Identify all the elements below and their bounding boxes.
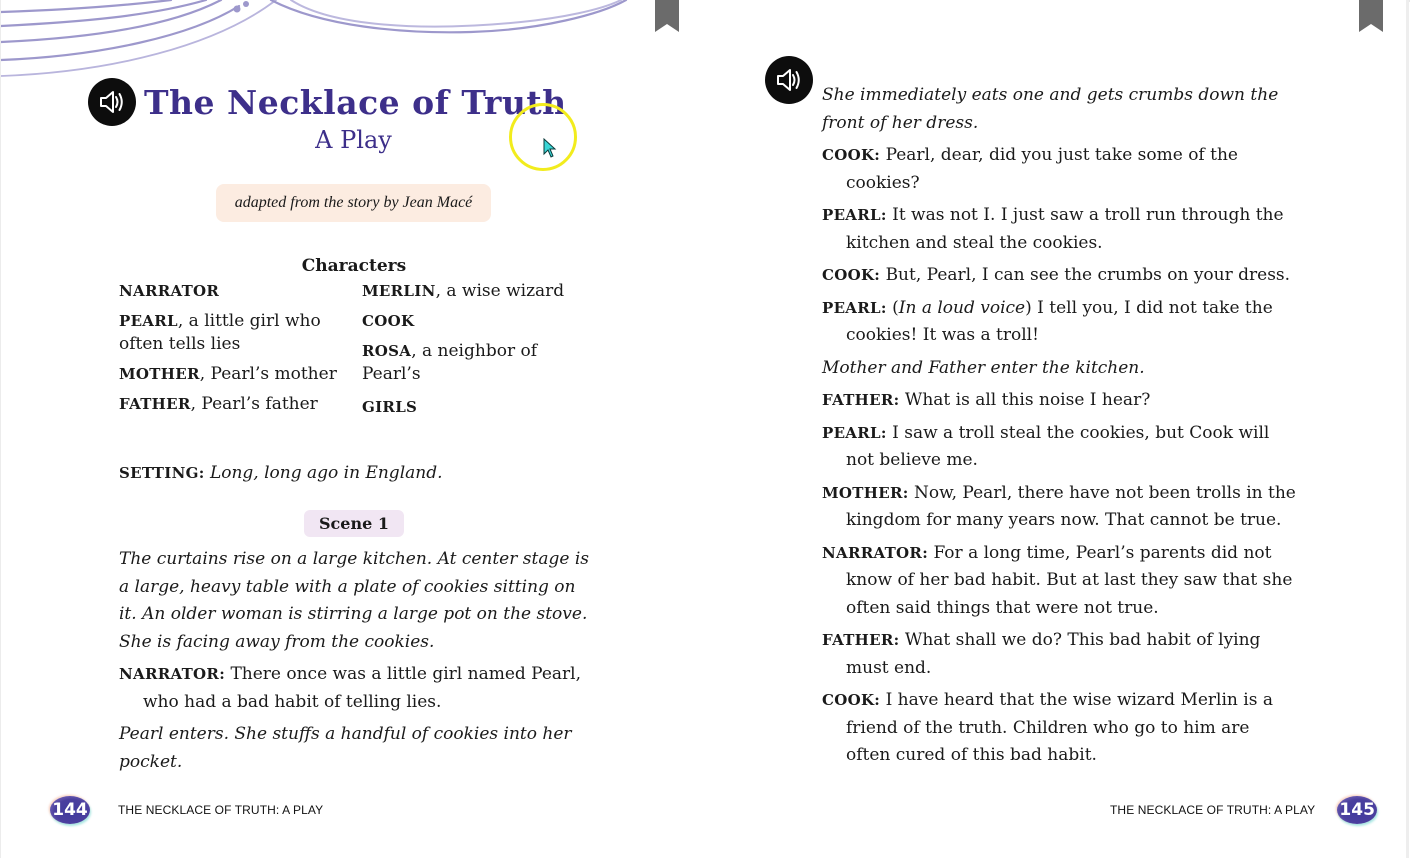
character-entry: MOTHER, Pearl’s mother: [119, 364, 337, 384]
story-title: The Necklace of Truth: [144, 83, 567, 122]
left-page-footer: [50, 795, 323, 825]
character-entry: FATHER, Pearl’s father: [119, 394, 318, 414]
page-number-badge: 144: [50, 796, 90, 824]
characters-heading: Characters: [301, 256, 407, 276]
right-page-footer: [1110, 795, 1377, 825]
scene-label: Scene 1: [304, 510, 404, 537]
speaker-icon: [97, 87, 127, 117]
dialogue-line: PEARL: I saw a troll steal the cookies, but Cook will not believe me.: [822, 422, 1270, 470]
bookmark-ribbon-right[interactable]: [1359, 0, 1383, 32]
dialogue-line: COOK: I have heard that the wise wizard Merlin is a friend of the truth. Children who go to him are often cured of this bad habit.: [822, 690, 1273, 765]
dialogue-line: PEARL: (In a loud voice) I tell you, I did not take the cookies! It was a troll!: [822, 297, 1273, 345]
left-page: [0, 0, 701, 858]
dialogue-line: COOK: Pearl, dear, did you just take some of the cookies?: [822, 145, 1238, 193]
bookmark-ribbon-left[interactable]: [655, 0, 679, 32]
character-entry: COOK: [362, 312, 415, 330]
stage-direction: She immediately eats one and gets crumbs down the front of her dress.: [822, 85, 1279, 133]
audio-play-button[interactable]: [88, 78, 136, 126]
speaker-icon: [774, 65, 804, 95]
stage-direction: Pearl enters. She stuffs a handful of cookies into her pocket.: [119, 724, 572, 772]
character-entry: PEARL, a little girl who often tells lies: [119, 311, 321, 354]
dialogue-line: PEARL: It was not I. I just saw a troll run through the kitchen and steal the cookies.: [822, 205, 1284, 253]
audio-play-button[interactable]: [765, 56, 813, 104]
dialogue-line: NARRATOR: For a long time, Pearl’s parents did not know of her bad habit. But at last they saw that she often said things that were not true.: [822, 542, 1293, 618]
page-number-badge: 145: [1337, 796, 1377, 824]
stage-direction: The curtains rise on a large kitchen. At center stage is a large, heavy table with a plate of cookies sitting on it. An older woman is stirring a large pot on the stove. She is facing away from the cookies.: [119, 549, 589, 652]
running-head: THE NECKLACE OF TRUTH: A PLAY: [1110, 803, 1316, 817]
character-entry: NARRATOR: [119, 282, 220, 300]
characters-column-1: [119, 280, 344, 423]
characters-column-2: [362, 280, 592, 426]
left-page-script: [119, 546, 589, 781]
character-entry: MERLIN, a wise wizard: [362, 281, 565, 301]
running-head: THE NECKLACE OF TRUTH: A PLAY: [118, 803, 324, 817]
stage-direction: Mother and Father enter the kitchen.: [822, 357, 1145, 378]
dialogue-line: FATHER: What is all this noise I hear?: [822, 390, 1151, 410]
dialogue-line: NARRATOR: There once was a little girl named Pearl, who had a bad habit of telling lies.: [119, 664, 582, 712]
dialogue-line: COOK: But, Pearl, I can see the crumbs on your dress.: [822, 265, 1291, 285]
character-entry: ROSA, a neighbor of Pearl’s: [362, 341, 538, 384]
story-subtitle: A Play: [315, 126, 392, 154]
decorative-lines: [1, 0, 641, 90]
right-page-script: [822, 82, 1297, 775]
character-entry: GIRLS: [362, 398, 418, 416]
setting-line: SETTING: Long, long ago in England.: [119, 463, 443, 483]
dialogue-line: FATHER: What shall we do? This bad habit of lying must end.: [822, 630, 1261, 678]
dialogue-line: MOTHER: Now, Pearl, there have not been trolls in the kingdom for many years now. That cannot be true.: [822, 482, 1296, 530]
author-credit: adapted from the story by Jean Macé: [216, 184, 491, 222]
